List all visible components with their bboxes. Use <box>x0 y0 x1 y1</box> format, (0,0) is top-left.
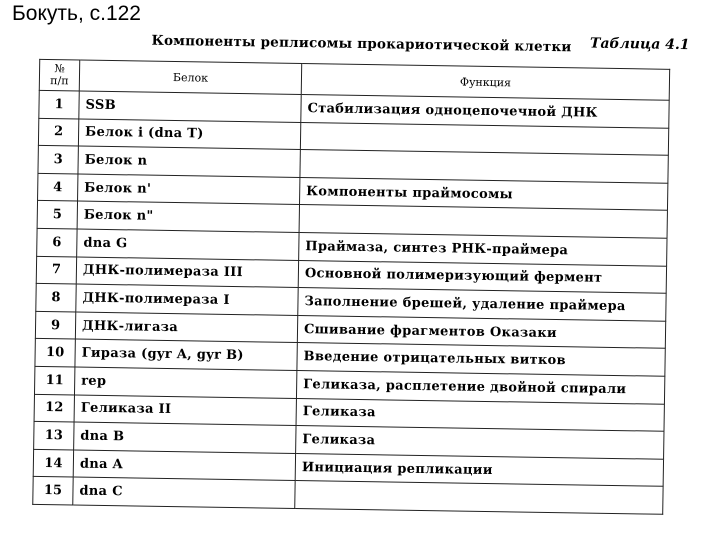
row-protein: SSB <box>79 91 301 122</box>
row-protein: Белок n' <box>78 174 300 205</box>
header-number <box>39 59 79 91</box>
row-function: Стабилизация одноцепочечной ДНК <box>301 95 669 128</box>
row-number: 9 <box>35 311 75 339</box>
row-protein: Белок n <box>78 146 300 177</box>
row-function <box>295 481 663 514</box>
row-protein: Гираза (gyr A, gyr B) <box>75 339 297 370</box>
row-function: Сшивание фрагментов Оказаки <box>297 315 665 348</box>
row-number: 5 <box>37 201 77 229</box>
row-protein: Белок n" <box>77 201 299 232</box>
row-number: 3 <box>38 146 78 174</box>
row-number: 15 <box>33 477 73 505</box>
row-protein: Геликаза II <box>74 395 296 426</box>
row-number: 13 <box>34 421 74 449</box>
row-function: Геликаза <box>296 398 664 431</box>
row-function: Геликаза, расплетение двойной спирали <box>296 370 664 403</box>
row-function: Заполнение брешей, удаление праймера <box>298 288 666 321</box>
table-heading: Компоненты реплисомы прокариотической клетки <box>151 32 572 56</box>
row-function: Праймаза, синтез РНК-праймера <box>299 232 667 265</box>
row-number: 14 <box>33 449 73 477</box>
row-number: 7 <box>36 256 76 284</box>
row-function: Основной полимеризующий фермент <box>298 260 666 293</box>
row-protein: dna C <box>73 477 295 508</box>
header-number-symbol: № <box>54 62 65 76</box>
row-protein: dna A <box>73 450 295 481</box>
row-protein: Белок i (dna T) <box>78 119 300 150</box>
table-caption: Таблица 4.1 <box>589 35 690 54</box>
row-number: 1 <box>39 90 79 118</box>
row-number: 6 <box>37 228 77 256</box>
row-function: Компоненты праймосомы <box>299 177 667 210</box>
row-number: 12 <box>34 394 74 422</box>
row-number: 4 <box>38 173 78 201</box>
header-protein: Белок <box>79 60 301 94</box>
slide-title: Бокуть, с.122 <box>12 2 141 25</box>
header-function: Функция <box>301 64 669 101</box>
row-protein: ДНК-полимераза I <box>76 284 298 315</box>
row-protein: ДНК-полимераза III <box>76 257 298 288</box>
header-number-abbr: п/п <box>50 74 69 88</box>
replisome-table <box>32 59 670 515</box>
row-number: 2 <box>38 118 78 146</box>
row-function: Введение отрицательных витков <box>297 343 665 376</box>
row-number: 8 <box>36 284 76 312</box>
row-protein: dna G <box>77 229 299 260</box>
row-function: Инициация репликации <box>295 453 663 486</box>
scanned-table-image <box>26 23 697 515</box>
row-protein: ДНК-лигаза <box>75 312 297 343</box>
row-protein: dna B <box>74 422 296 453</box>
row-number: 11 <box>34 366 74 394</box>
row-number: 10 <box>35 339 75 367</box>
row-function: Геликаза <box>296 426 664 459</box>
row-protein: rep <box>74 367 296 398</box>
